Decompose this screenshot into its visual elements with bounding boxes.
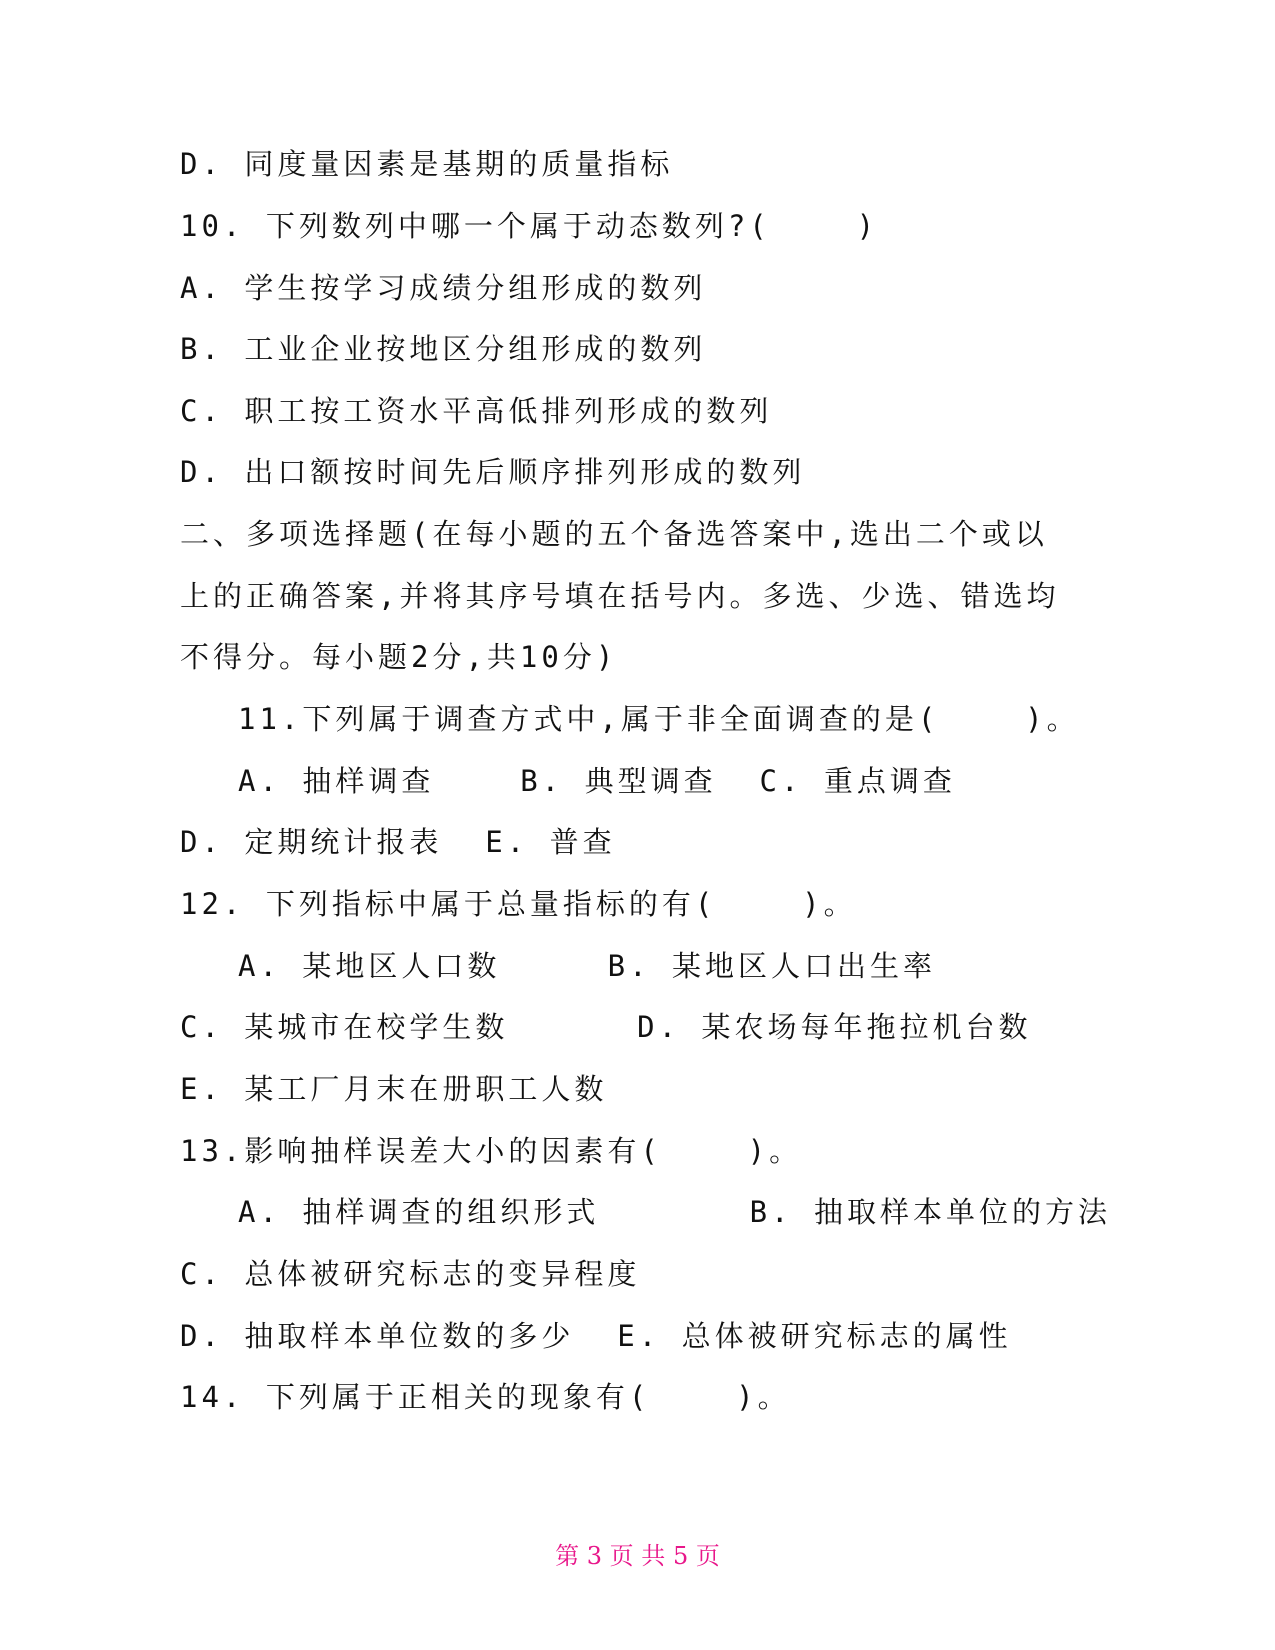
options-13-de: D. 抽取样本单位数的多少 E. 总体被研究标志的属性 <box>180 1319 1012 1353</box>
option-10-b: B. 工业企业按地区分组形成的数列 <box>180 332 707 366</box>
options-13-ab: A. 抽样调查的组织形式 B. 抽取样本单位的方法 <box>238 1195 1111 1229</box>
option-10-a: A. 学生按学习成绩分组形成的数列 <box>180 271 707 305</box>
options-12-cd: C. 某城市在校学生数 D. 某农场每年拖拉机台数 <box>180 1010 1032 1044</box>
question-13: 13.影响抽样误差大小的因素有( )。 <box>180 1134 803 1168</box>
option-12-e: E. 某工厂月末在册职工人数 <box>180 1072 608 1106</box>
page-footer: 第 3 页 共 5 页 <box>555 1542 720 1570</box>
section-heading-line-2: 上的正确答案,并将其序号填在括号内。多选、少选、错选均 <box>180 579 1060 613</box>
options-11-abc: A. 抽样调查 B. 典型调查 C. 重点调查 <box>238 764 956 798</box>
section-heading-line-1: 二、多项选择题(在每小题的五个备选答案中,选出二个或以 <box>180 517 1048 551</box>
question-10: 10. 下列数列中哪一个属于动态数列?( ) <box>180 209 879 243</box>
question-12: 12. 下列指标中属于总量指标的有( )。 <box>180 887 857 921</box>
text-line-1: D. 同度量因素是基期的质量指标 <box>180 147 674 181</box>
question-14: 14. 下列属于正相关的现象有( )。 <box>180 1380 791 1414</box>
option-13-c: C. 总体被研究标志的变异程度 <box>180 1257 641 1291</box>
options-12-ab: A. 某地区人口数 B. 某地区人口出生率 <box>238 949 937 983</box>
question-11: 11.下列属于调查方式中,属于非全面调查的是( )。 <box>238 702 1080 736</box>
option-10-c: C. 职工按工资水平高低排列形成的数列 <box>180 394 773 428</box>
options-11-de: D. 定期统计报表 E. 普查 <box>180 825 616 859</box>
section-heading-line-3: 不得分。每小题2分,共10分) <box>180 640 618 674</box>
option-10-d: D. 出口额按时间先后顺序排列形成的数列 <box>180 455 806 489</box>
